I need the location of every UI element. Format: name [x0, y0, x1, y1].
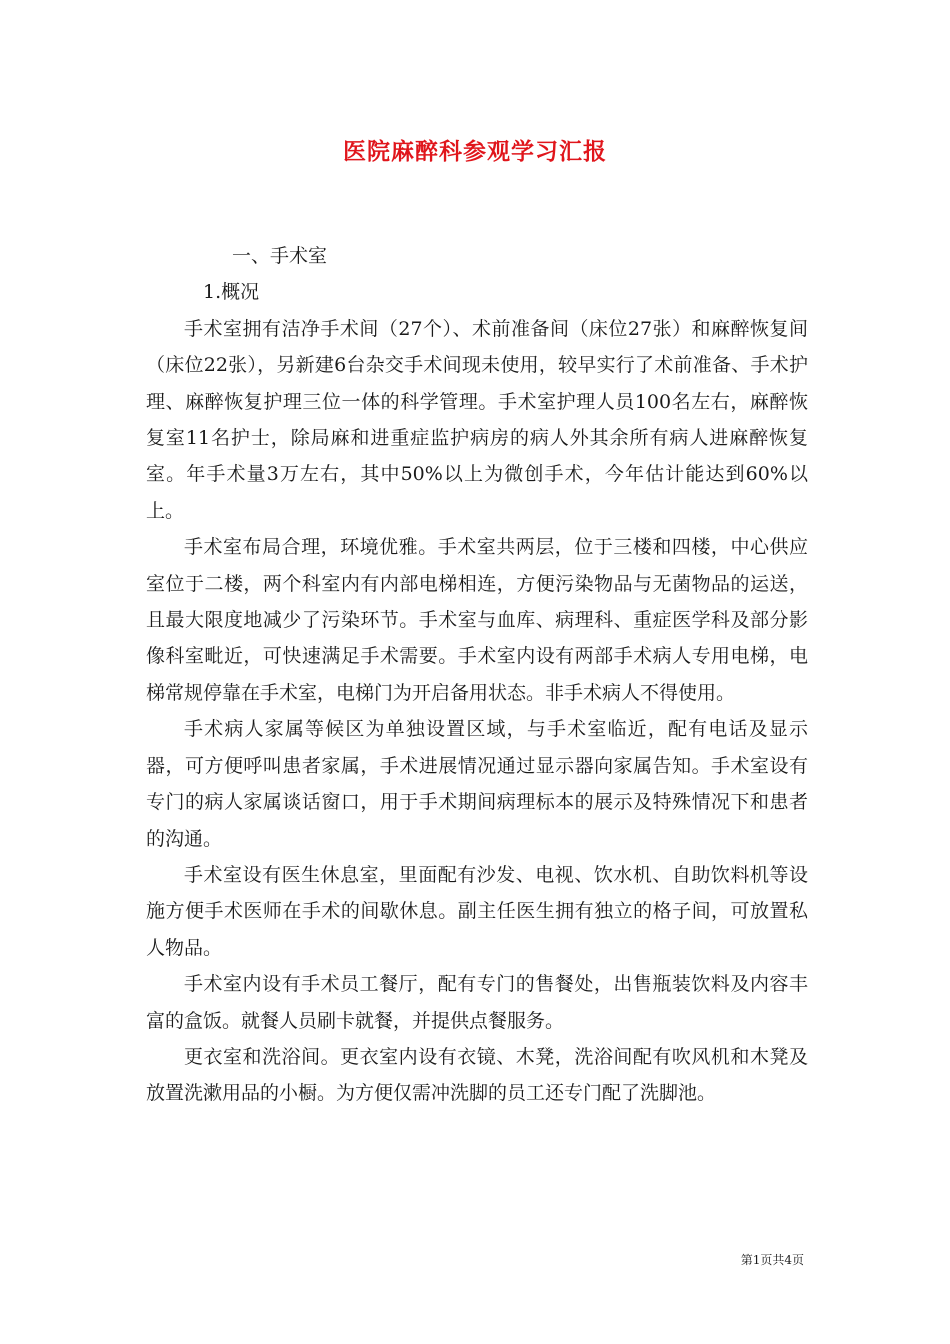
paragraph-overview: 手术室拥有洁净手术间（27个）、术前准备间（床位27张）和麻醉恢复间（床位22张），另新建6台杂交手术间现未使用，较早实行了术前准备、手术护理、麻醉恢复护理三位一体的科学管理。手术室护理人员100名左右，麻醉恢复室11名护士，除局麻和进重症监护病房的病人外其余所有病人进麻醉恢复室。年手术量3万左右，其中50%以上为微创手术，今年估计能达到60%以上。 [146, 317, 808, 522]
paragraph-layout: 手术室布局合理，环境优雅。手术室共两层，位于三楼和四楼，中心供应室位于二楼，两个科室内有内部电梯相连，方便污染物品与无菌物品的运送，且最大限度地减少了污染环节。手术室与血库、病理科、重症医学科及部分影像科室毗近，可快速满足手术需要。手术室内设有两部手术病人专用电梯，电梯常规停靠在手术室，电梯门为开启备用状态。非手术病人不得使用。 [146, 536, 808, 704]
document-title: 医院麻醉科参观学习汇报 [343, 139, 607, 165]
paragraph-staff-canteen: 手术室内设有手术员工餐厅，配有专门的售餐处，出售瓶装饮料及内容丰富的盒饭。就餐人员刷卡就餐，并提供点餐服务。 [146, 973, 808, 1032]
document-body [146, 238, 808, 1112]
paragraph-doctor-lounge: 手术室设有医生休息室，里面配有沙发、电视、饮水机、自助饮料机等设施方便手术医师在手术的间歇休息。副主任医生拥有独立的格子间，可放置私人物品。 [146, 863, 808, 959]
paragraph-locker-shower: 更衣室和洗浴间。更衣室内设有衣镜、木凳，洗浴间配有吹风机和木凳及放置洗漱用品的小橱。为方便仅需冲洗脚的员工还专门配了洗脚池。 [146, 1045, 808, 1105]
section-heading: 一、手术室 [232, 245, 328, 267]
subsection-heading: 1.概况 [203, 281, 260, 304]
paragraph-family-waiting: 手术病人家属等候区为单独设置区域，与手术室临近，配有电话及显示器，可方便呼叫患者家属，手术进展情况通过显示器向家属告知。手术室设有专门的病人家属谈话窗口，用于手术期间病理标本的展示及特殊情况下和患者的沟通。 [146, 718, 808, 850]
page-number: 第1页共4页 [740, 1253, 804, 1267]
